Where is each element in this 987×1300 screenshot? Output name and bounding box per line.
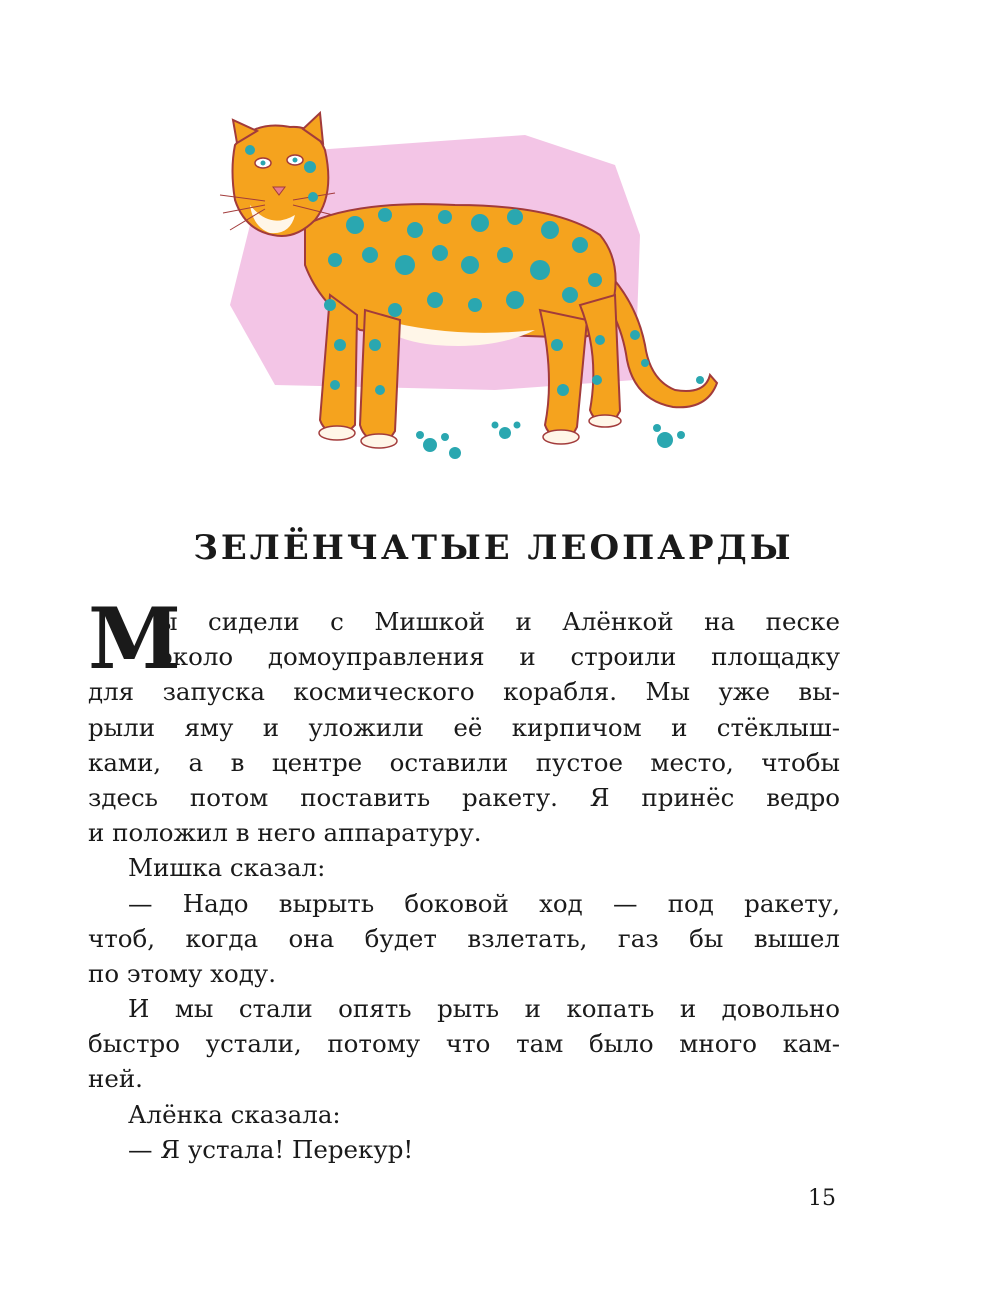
chapter-title: ЗЕЛЁНЧАТЫЕ ЛЕОПАРДЫ bbox=[193, 528, 794, 568]
text-line: здесь потом поставить ракету. Я принёс ведро bbox=[88, 782, 840, 812]
text-line: И мы стали опять рыть и копать и довольно bbox=[128, 994, 840, 1024]
text-line: — Надо вырыть боковой ход — под ракету, bbox=[128, 888, 840, 918]
leopard-illustration bbox=[195, 105, 755, 480]
text-line: ками, а в центре оставили пустое место, чтобы bbox=[88, 747, 840, 777]
text-line: быстро устали, потому что там было много кам- bbox=[88, 1029, 840, 1059]
page-number: 15 bbox=[808, 1186, 836, 1211]
drop-cap: М bbox=[88, 589, 181, 688]
text-line: по этому ходу. bbox=[88, 958, 277, 988]
text-line: около домоуправления и строили площадку bbox=[158, 642, 840, 672]
text-line: — Я устала! Перекур! bbox=[128, 1134, 414, 1164]
text-line: Мишка сказал: bbox=[128, 853, 326, 883]
story-text bbox=[88, 589, 840, 1167]
text-line: и положил в него аппаратуру. bbox=[88, 818, 482, 848]
text-line: ней. bbox=[88, 1064, 143, 1094]
leopard-icon bbox=[195, 105, 755, 480]
text-line: рыли яму и уложили её кирпичом и стёклыш- bbox=[88, 712, 840, 742]
text-line: для запуска космического корабля. Мы уже вы- bbox=[88, 677, 840, 707]
text-line: чтоб, когда она будет взлетать, газ бы вышел bbox=[88, 923, 840, 953]
text-line: Алёнка сказала: bbox=[128, 1099, 341, 1129]
text-line: ы сидели с Мишкой и Алёнкой на песке bbox=[158, 607, 840, 636]
